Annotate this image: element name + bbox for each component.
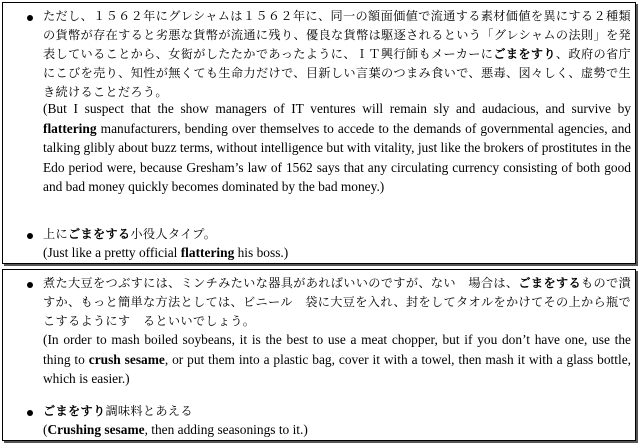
japanese-sentence: 上にごまをする小役人タイプ。 bbox=[43, 227, 217, 241]
english-translation: (Just like a pretty official flattering his boss.) bbox=[43, 245, 289, 260]
keyword-english: Crushing sesame bbox=[47, 422, 145, 437]
bullet-icon bbox=[27, 282, 33, 288]
english-translation: (Crushing sesame, then adding seasonings to it.) bbox=[43, 422, 308, 437]
bullet-icon bbox=[27, 15, 33, 21]
japanese-sentence: ごまをすり調味料とあえる bbox=[43, 404, 193, 418]
keyword-japanese: ごまをする bbox=[67, 227, 131, 241]
example-box-2 bbox=[2, 269, 636, 441]
keyword-english: flattering bbox=[180, 245, 235, 260]
keyword-english: crush sesame bbox=[88, 351, 165, 367]
bullet-icon bbox=[27, 410, 33, 416]
example-box-1 bbox=[2, 2, 636, 264]
keyword-english: flattering bbox=[43, 120, 97, 136]
english-translation: (But I suspect that the show managers of IT ventures will remain sly and audacious, and survive by flattering manufacturers, bending over themselves to accede to the demands of governmental agencies, and talking glibly about buzz terms, without intelligence but with vitality, just like the brokers of prostitutes in the Edo period were, because Gresham’s law of 1562 says that any circulating currency consisting of both good and bad money quickly becomes dominated by the bad money.) bbox=[43, 101, 631, 194]
keyword-japanese: ごまをすり bbox=[43, 404, 106, 418]
japanese-sentence: ただし、１５６２年にグレシャムは１５６２年に、同一の額面価値で流通する素材価値を異にする２種類の貨幣が存在すると劣悪な貨幣が流通に残り、優良な貨幣は駆逐されるという「グレシャムの法則」を発表していることから、女衒がしたたかであったように、ＩＴ興行師もメーカーにごまをすり、政府の省庁にこびを売り、知性が無くても生命力だけで、目新しい言葉のつまみ食いで、悪毒、図々しく、虚勢で生き続けることだろう。 bbox=[43, 9, 631, 99]
japanese-sentence: 煮た大豆をつぶすには、ミンチみたいな器具があればいいのですが、ない 場合は、ごまをするもので潰すか、もっと簡単な方法としては、ビニール 袋に大豆を入れ、封をしてタオルをかけてその上から瓶でこするようにす るといいでしょう。 bbox=[43, 276, 632, 328]
keyword-japanese: ごまをする bbox=[518, 276, 581, 290]
bullet-icon bbox=[27, 233, 33, 239]
english-translation: (In order to mash boiled soybeans, it is the best to use a meat chopper, but if you don’t have one, use the thing to crush sesame, or put them into a plastic bag, cover it with a towel, then mash it with a glass bottle, which is easier.) bbox=[43, 332, 631, 386]
keyword-japanese: ごまをすり bbox=[493, 47, 556, 61]
